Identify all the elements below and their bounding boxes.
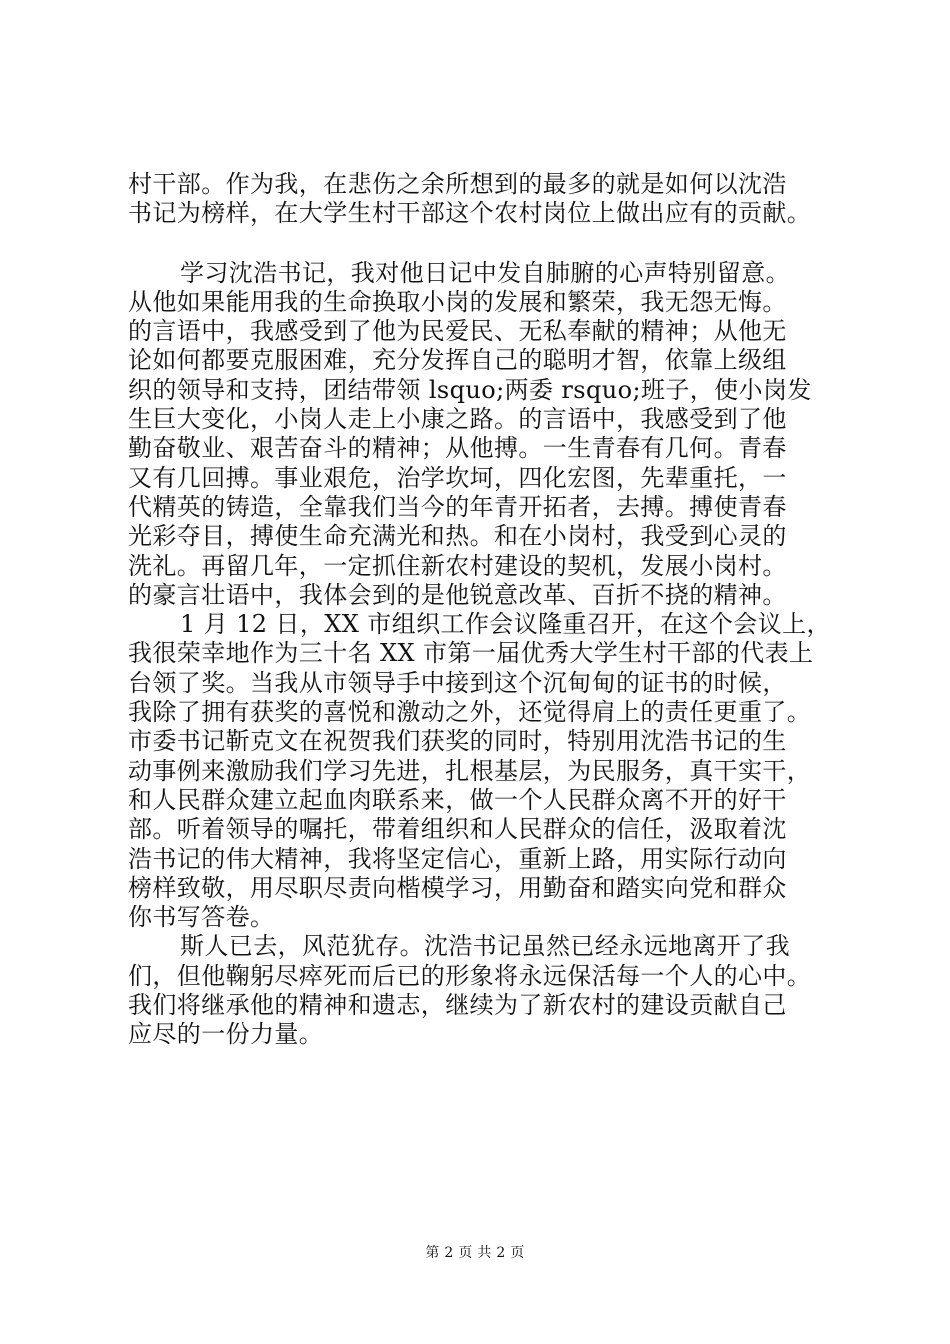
page-number-footer: 第 2 页 共 2 页	[425, 1245, 525, 1261]
paragraph-1: 村干部。作为我，在悲伤之余所想到的最多的就是如何以沈浩 书记为榜样，在大学生村干部这个农村岗位上做出应有的贡献。	[128, 170, 812, 228]
paragraph-4: 斯人已去，风范犹存。沈浩书记虽然已经永远地离开了我 们，但他鞠躬尽瘁死而后已的形象将永远保活每一个人的心中。 我们将继承他的精神和遗志，继续为了新农村的建设贡献自己 应尽的一份力量。	[128, 932, 812, 1049]
document-body	[128, 170, 848, 1050]
paragraph-2: 学习沈浩书记，我对他日记中发自肺腑的心声特别留意。 从他如果能用我的生命换取小岗的发展和繁荣，我无怨无悔。 的言语中，我感受到了他为民爱民、无私奉献的精神；从他无 论如何都要克服困难，充分发挥自己的聪明才智，依靠上级组 织的领导和支持，团结带领 lsquo;两委 rsquo;班子，使小岗发 生巨大变化，小岗人走上小康之路。的言语中，我感受到了他 勤奋敬业、艰苦奋斗的精神；从他搏。一生青春有几何。青春 又有几回搏。事业艰危，治学坎坷，四化宏图，先辈重托，一 代精英的铸造，全靠我们当今的年青开拓者，去搏。搏使青春 光彩夺目，搏使生命充满光和热。和在小岗村，我受到心灵的 洗礼。再留几年，一定抓住新农村建设的契机，发展小岗村。 的豪言壮语中，我体会到的是他锐意改革、百折不挠的精神。	[128, 258, 812, 609]
paragraph-3: 1 月 12 日，XX 市组织工作会议隆重召开，在这个会议上， 我很荣幸地作为三十名 XX 市第一届优秀大学生村干部的代表上 台领了奖。当我从市领导手中接到这个沉甸甸的证书的时候， 我除了拥有获奖的喜悦和激动之外，还觉得肩上的责任更重了。 市委书记靳克文在祝贺我们获奖的同时，特别用沈浩书记的生 动事例来激励我们学习先进，扎根基层，为民服务，真干实干， 和人民群众建立起血肉联系来，做一个人民群众离不开的好干 部。听着领导的嘱托，带着组织和人民群众的信任，汲取着沈 浩书记的伟大精神，我将坚定信心，重新上路，用实际行动向 榜样致敬，用尽职尽责向楷模学习，用勤奋和踏实向党和群众 你书写答卷。	[128, 610, 831, 932]
